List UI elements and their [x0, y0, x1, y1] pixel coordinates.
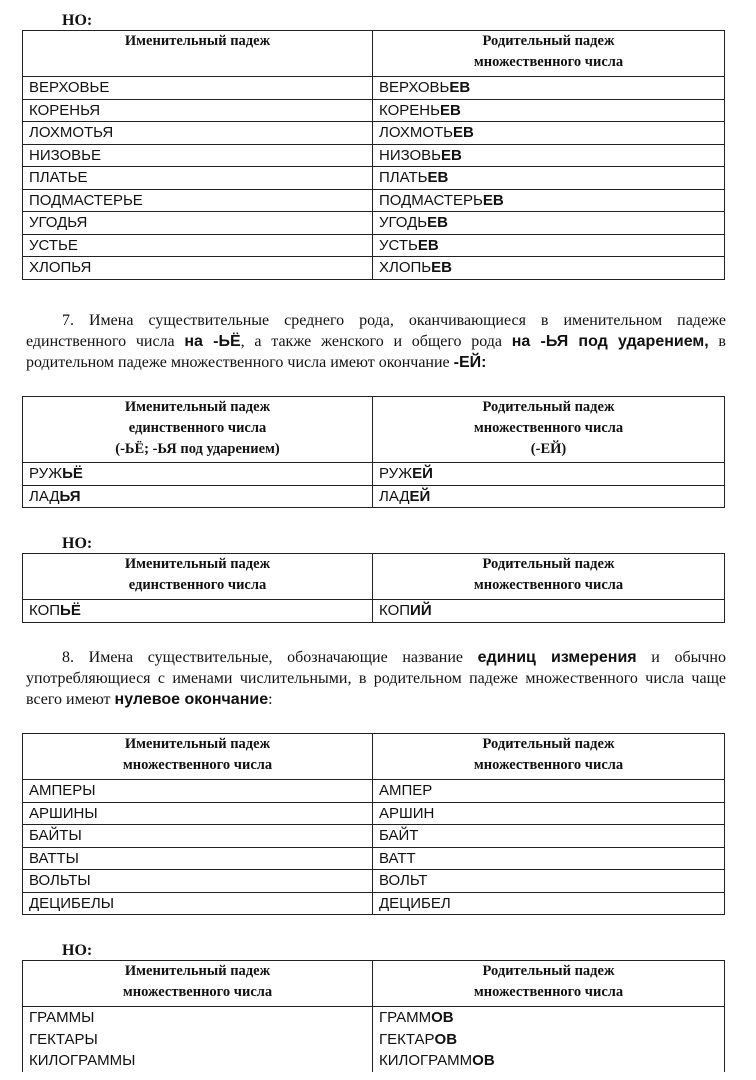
table-row: АМПЕРЫ АМПЕР	[23, 780, 725, 803]
table-row: ВОЛЬТЫ ВОЛЬТ	[23, 870, 725, 893]
table-row: ВАТТЫ ВАТТ	[23, 847, 725, 870]
table-row: ПЛАТЬЕ ПЛАТЬЕВ	[23, 167, 725, 190]
table-units-zero-ending	[22, 733, 725, 915]
table-row: УСТЬЕ УСТЬЕВ	[23, 234, 725, 257]
header-nominative-plural: Именительный падеж множественного числа	[23, 961, 373, 1007]
header-nominative-singular: Именительный падеж единственного числа (-ЬЁ; -ЬЯ под ударением)	[23, 397, 373, 463]
no-label: НО:	[62, 942, 93, 959]
table-row: КИЛОГРАММЫ КИЛОГРАММОВ	[23, 1050, 725, 1072]
header-nominative-plural: Именительный падеж множественного числа	[23, 734, 373, 780]
table-row: ЛАДЬЯ ЛАДЕЙ	[23, 485, 725, 508]
header-nominative-singular: Именительный падеж единственного числа	[23, 554, 373, 600]
table-row: ЛОХМОТЬЯ ЛОХМОТЬЕВ	[23, 122, 725, 145]
table-row: КОПЬЁ КОПИЙ	[23, 600, 725, 623]
header-genitive-plural: Родительный падеж множественного числа	[373, 734, 725, 780]
header-genitive-plural: Родительный падеж множественного числа (-ЕЙ)	[373, 397, 725, 463]
rule-paragraph-8: 8. Имена существительные, обозначающие название единиц измерения и обычно употребляющиеся с именами числительными, в родительном падеже множественного числа чаще всего имеют нулевое окончание:	[26, 649, 726, 708]
table-row: ГРАММЫ ГРАММОВ	[23, 1007, 725, 1029]
no-label: НО:	[62, 12, 93, 29]
table-stressed-ya-ye	[22, 396, 725, 508]
table-exception-ov	[22, 960, 725, 1072]
table-row: ХЛОПЬЯ ХЛОПЬЕВ	[23, 257, 725, 280]
table-row: РУЖЬЁ РУЖЕЙ	[23, 463, 725, 486]
no-label: НО:	[62, 535, 93, 552]
table-row: ПОДМАСТЕРЬЕ ПОДМАСТЕРЬЕВ	[23, 189, 725, 212]
table-row: УГОДЬЯ УГОДЬЕВ	[23, 212, 725, 235]
header-genitive-plural: Родительный падеж множественного числа	[373, 961, 725, 1007]
table-row: НИЗОВЬЕ НИЗОВЬЕВ	[23, 144, 725, 167]
rule-paragraph-7: 7. Имена существительные среднего рода, оканчивающиеся в именительном падеже единственного числа на -ЬЁ, а также женского и общего рода на -ЬЯ под ударением, в родительном падеже множественного числа имеют окончание -ЕЙ:	[26, 312, 726, 371]
header-nominative: Именительный падеж	[23, 31, 373, 77]
header-genitive-plural: Родительный падеж множественного числа	[373, 31, 725, 77]
table-row: АРШИНЫ АРШИН	[23, 802, 725, 825]
table-row: ГЕКТАРЫ ГЕКТАРОВ	[23, 1029, 725, 1051]
table-row: ВЕРХОВЬЕ ВЕРХОВЬЕВ	[23, 77, 725, 100]
table-exception-kopye	[22, 553, 725, 623]
table-row: КОРЕНЬЯ КОРЕНЬЕВ	[23, 99, 725, 122]
table-row: ДЕЦИБЕЛЫ ДЕЦИБЕЛ	[23, 892, 725, 915]
header-genitive-plural: Родительный падеж множественного числа	[373, 554, 725, 600]
table-row: БАЙТЫ БАЙТ	[23, 825, 725, 848]
table-plural-genitive-ev	[22, 30, 725, 280]
